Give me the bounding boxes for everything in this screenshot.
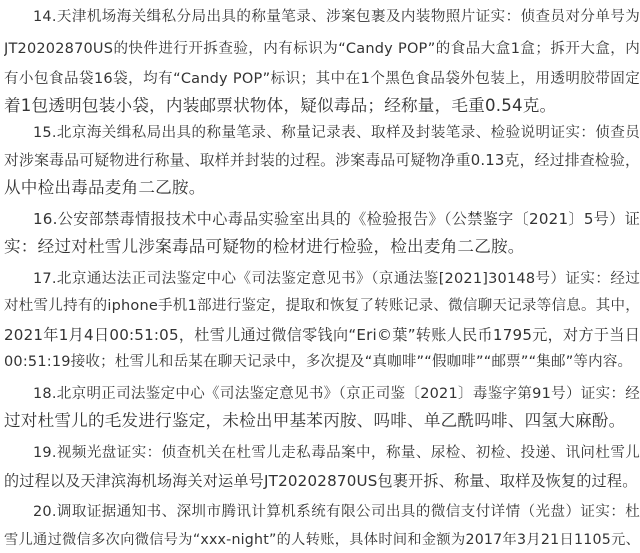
p14-line-1: 14.天津机场海关缉私分局出具的称量笔录、涉案包裹及内装物照片证实：侦查员对分单号为 (33, 9, 640, 25)
p19-line-1: 19.视频光盘证实：侦查机关在杜雪儿走私毒品案中，称量、尿检、初检、投递、讯问杜雪儿 (33, 445, 640, 461)
p16-line-2: 实：经过对杜雪儿涉案毒品可疑物的检材进行检验，检出麦角二乙胺。 (4, 237, 525, 256)
p18-line-1: 18.北京明正司法鉴定中心《司法鉴定意见书》（京正司鉴〔2021〕毒鉴字第91号）证实：经 (33, 386, 640, 402)
p14-line-3: 有小包食品袋16袋，均有“Candy POP”标识；其中在1个黑色食品袋外包装上，用透明胶带固定 (4, 71, 640, 87)
p17-line-1: 17.北京通达法正司法鉴定中心《司法鉴定意见书》（京通法鉴[2021]30148号）证实：经过 (33, 271, 640, 287)
p15-line-2: 对涉案毒品可疑物进行称量、取样并封装的过程。涉案毒品可疑物净重0.13克，经过排查检验， (4, 152, 640, 169)
p17-line-4: 00:51:19接收；杜雪儿和岳某在聊天记录中，多次提及“真咖啡”“假咖啡”“邮票”“集邮”等内容。 (4, 354, 633, 370)
p19-line-2: 的过程以及天津滨海机场海关对运单号JT20202870US包裹开拆、称量、取样及恢复的过程。 (4, 472, 638, 490)
p20-line-2: 雪儿通过微信多次向微信号为“xxx-night”的人转账，具体时间和金额为2017年3月21日1105元、 (4, 532, 640, 548)
p15-line-3: 从中检出毒品麦角二乙胺。 (4, 178, 206, 197)
p14-line-4: 着1包透明包装小袋，内装邮票状物体，疑似毒品；经称量，毛重0.54克。 (4, 96, 557, 115)
p17-line-3: 2021年1月4日00:51:05，杜雪儿通过微信零钱向“Eri©葉”转账人民币1795元，对方于当日 (4, 326, 640, 344)
p20-line-1: 20.调取证据通知书、深圳市腾讯计算机系统有限公司出具的微信支付详情（光盘）证实：杜 (33, 504, 640, 520)
p14-line-2: JT20202870US的快件进行开拆查验，内有标识为“Candy POP”的食品大盒1盒；拆开大盒，内 (4, 41, 640, 57)
p17-line-2: 对杜雪儿持有的iphone手机1部进行鉴定，提取和恢复了转账记录、微信聊天记录等信息。其中， (4, 298, 640, 314)
p16-line-1: 16.公安部禁毒情报技术中心毒品实验室出具的《检验报告》（公禁鉴字〔2021〕5号）证 (33, 210, 640, 228)
p15-line-1: 15.北京海关缉私局出具的称量笔录、称量记录表、取样及封装笔录、检验说明证实：侦查员 (33, 125, 640, 141)
p18-line-2: 过对杜雪儿的毛发进行鉴定，未检出甲基苯丙胺、吗啡、单乙酰吗啡、四氢大麻酚。 (4, 411, 626, 430)
